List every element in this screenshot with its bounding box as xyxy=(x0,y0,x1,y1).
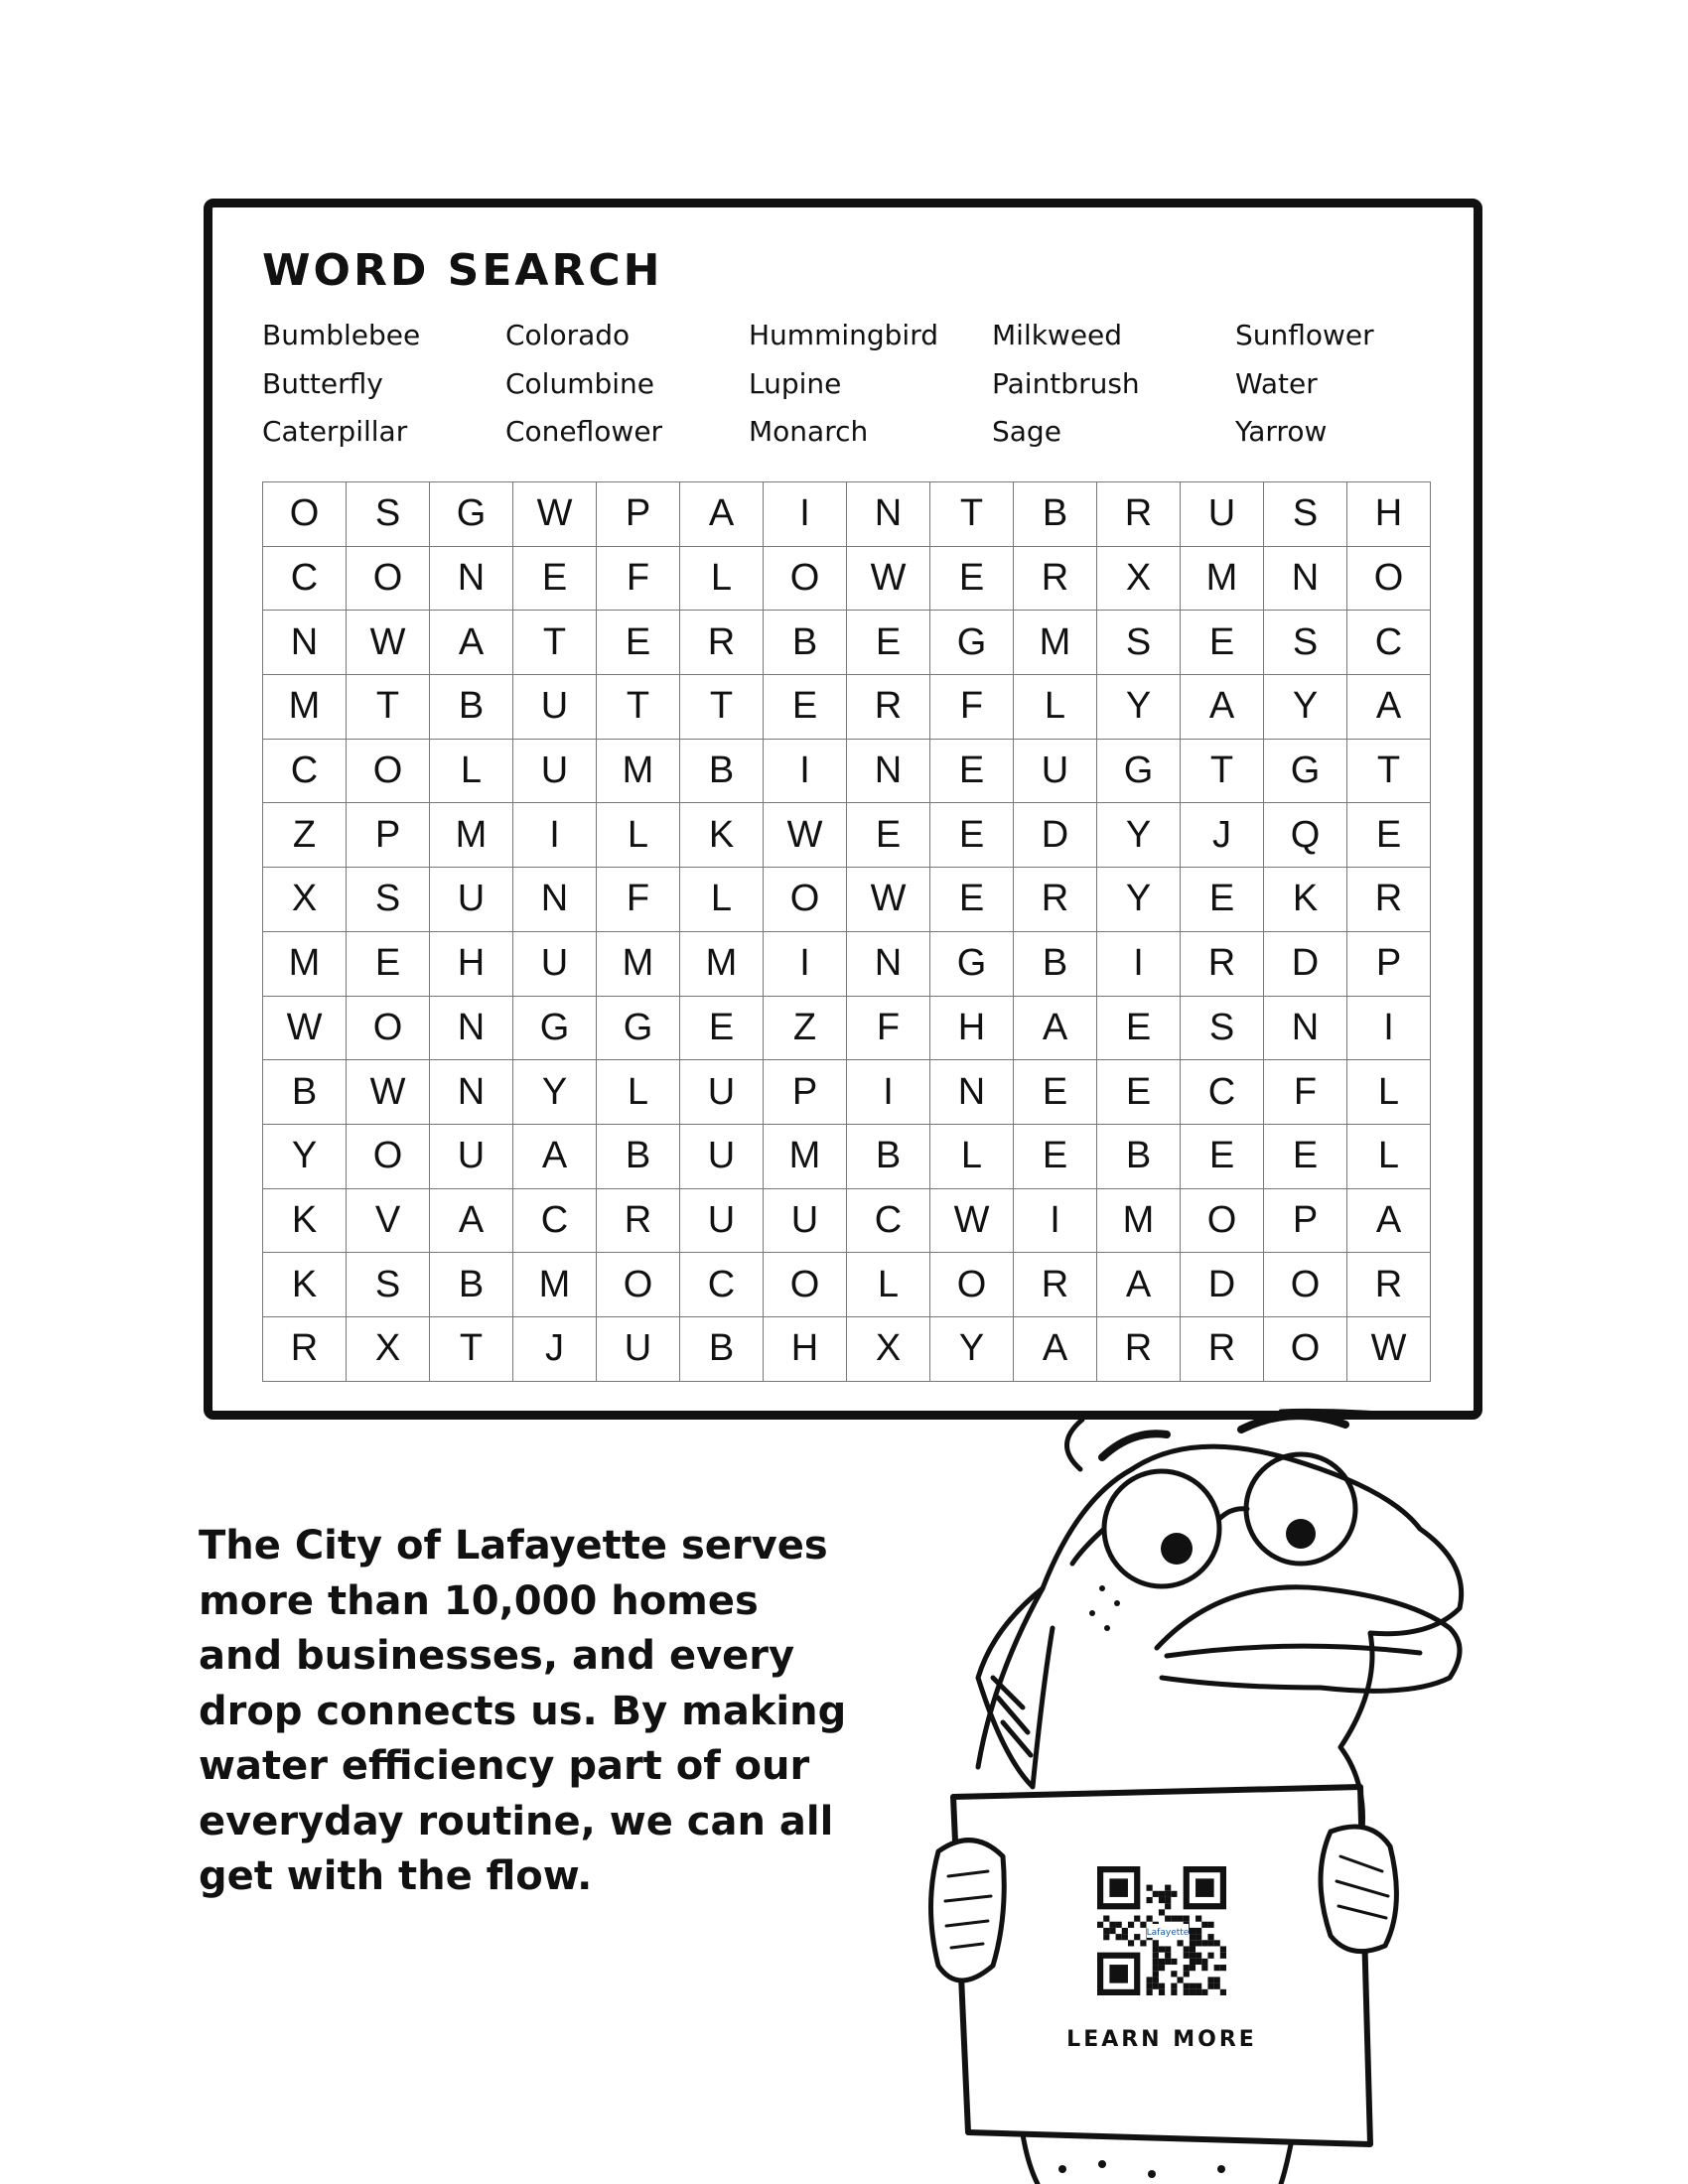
grid-letter[interactable]: E xyxy=(1181,1124,1264,1188)
grid-letter[interactable]: N xyxy=(847,739,930,803)
grid-letter[interactable]: N xyxy=(930,1060,1014,1125)
grid-letter[interactable]: A xyxy=(1347,675,1431,740)
grid-letter[interactable]: M xyxy=(597,739,680,803)
water-efficiency-text: The City of Lafayette serves more than 10,000 homes and businesses, and every drop connects us. By making water efficiency part of our everyday routine, we can all get with the flow. xyxy=(199,1523,847,1899)
grid-letter[interactable]: R xyxy=(1181,931,1264,996)
grid-letter[interactable]: P xyxy=(1347,931,1431,996)
word-list-item: Sunflower xyxy=(1235,319,1374,351)
grid-letter[interactable]: L xyxy=(847,1253,930,1317)
grid-row xyxy=(263,868,1431,932)
grid-letter[interactable]: T xyxy=(930,482,1014,547)
grid-letter[interactable]: T xyxy=(597,675,680,740)
grid-letter[interactable]: T xyxy=(513,611,597,675)
grid-letter[interactable]: N xyxy=(430,1060,513,1125)
word-list-item: Monarch xyxy=(749,415,869,448)
grid-letter[interactable]: A xyxy=(513,1124,597,1188)
grid-letter[interactable]: Z xyxy=(764,996,847,1060)
grid-letter[interactable]: B xyxy=(1097,1124,1181,1188)
grid-letter[interactable]: B xyxy=(597,1124,680,1188)
grid-letter[interactable]: M xyxy=(680,931,764,996)
grid-letter[interactable]: O xyxy=(764,868,847,932)
grid-letter[interactable]: E xyxy=(930,546,1014,611)
grid-letter[interactable]: E xyxy=(1014,1124,1097,1188)
grid-letter[interactable]: A xyxy=(1014,996,1097,1060)
grid-letter[interactable]: O xyxy=(597,1253,680,1317)
grid-letter[interactable]: B xyxy=(764,611,847,675)
grid-letter[interactable]: B xyxy=(847,1124,930,1188)
grid-letter[interactable]: R xyxy=(1014,546,1097,611)
grid-letter[interactable]: N xyxy=(513,868,597,932)
grid-letter[interactable]: E xyxy=(1097,1060,1181,1125)
grid-letter[interactable]: C xyxy=(1347,611,1431,675)
grid-letter[interactable]: R xyxy=(1181,1316,1264,1381)
grid-letter[interactable]: X xyxy=(347,1316,430,1381)
grid-letter[interactable]: O xyxy=(764,546,847,611)
grid-letter[interactable]: E xyxy=(930,803,1014,868)
grid-letter[interactable]: Y xyxy=(1264,675,1347,740)
grid-letter[interactable]: U xyxy=(513,739,597,803)
grid-letter[interactable]: W xyxy=(930,1188,1014,1253)
grid-letter[interactable]: S xyxy=(1264,482,1347,547)
grid-letter[interactable]: G xyxy=(1097,739,1181,803)
learn-more-label: LEARN MORE xyxy=(1066,2027,1257,2052)
grid-letter[interactable]: L xyxy=(430,739,513,803)
grid-letter[interactable]: E xyxy=(847,803,930,868)
grid-letter[interactable]: G xyxy=(1264,739,1347,803)
qr-logo: Lafayette xyxy=(1146,1928,1190,1938)
grid-letter[interactable]: C xyxy=(263,546,347,611)
grid-letter[interactable]: S xyxy=(1181,996,1264,1060)
grid-letter[interactable]: S xyxy=(347,868,430,932)
grid-letter[interactable]: O xyxy=(347,996,430,1060)
grid-letter[interactable]: B xyxy=(263,1060,347,1125)
grid-letter[interactable]: F xyxy=(847,996,930,1060)
grid-letter[interactable]: K xyxy=(263,1253,347,1317)
grid-letter[interactable]: I xyxy=(1097,931,1181,996)
grid-letter[interactable]: N xyxy=(847,931,930,996)
grid-letter[interactable]: E xyxy=(847,611,930,675)
grid-letter[interactable]: W xyxy=(764,803,847,868)
word-list-item: Coneflower xyxy=(505,415,663,448)
grid-letter[interactable]: T xyxy=(347,675,430,740)
grid-letter[interactable]: P xyxy=(764,1060,847,1125)
grid-letter[interactable]: T xyxy=(1181,739,1264,803)
grid-letter[interactable]: K xyxy=(263,1188,347,1253)
grid-letter[interactable]: Y xyxy=(930,1316,1014,1381)
grid-letter[interactable]: X xyxy=(1097,546,1181,611)
grid-letter[interactable]: M xyxy=(597,931,680,996)
word-list-item: Colorado xyxy=(505,319,631,351)
grid-row xyxy=(263,1316,1431,1381)
grid-letter[interactable]: W xyxy=(847,868,930,932)
grid-letter[interactable]: B xyxy=(430,1253,513,1317)
grid-letter[interactable]: E xyxy=(930,739,1014,803)
word-list-item: Butterfly xyxy=(262,366,383,400)
grid-letter[interactable]: V xyxy=(347,1188,430,1253)
grid-row xyxy=(263,803,1431,868)
grid-letter[interactable]: E xyxy=(1097,996,1181,1060)
grid-letter[interactable]: R xyxy=(1097,482,1181,547)
word-list-item: Water xyxy=(1235,366,1318,400)
grid-letter[interactable]: O xyxy=(1264,1316,1347,1381)
qr-code[interactable] xyxy=(1097,1866,1226,1995)
grid-letter[interactable]: L xyxy=(1347,1060,1431,1125)
grid-letter[interactable]: A xyxy=(680,482,764,547)
grid-row xyxy=(263,1060,1431,1125)
grid-letter[interactable]: L xyxy=(1014,675,1097,740)
grid-letter[interactable]: U xyxy=(430,868,513,932)
grid-letter[interactable]: U xyxy=(680,1188,764,1253)
grid-letter[interactable]: L xyxy=(597,1060,680,1125)
word-list-item: Bumblebee xyxy=(262,319,421,351)
grid-letter[interactable]: E xyxy=(1014,1060,1097,1125)
grid-letter[interactable]: J xyxy=(513,1316,597,1381)
grid-letter[interactable]: C xyxy=(1181,1060,1264,1125)
grid-letter[interactable]: R xyxy=(1347,868,1431,932)
grid-letter[interactable]: G xyxy=(430,482,513,547)
grid-letter[interactable]: F xyxy=(930,675,1014,740)
grid-letter[interactable]: U xyxy=(1014,739,1097,803)
grid-letter[interactable]: Y xyxy=(513,1060,597,1125)
grid-letter[interactable]: Y xyxy=(1097,803,1181,868)
grid-letter[interactable]: S xyxy=(1264,611,1347,675)
grid-letter[interactable]: O xyxy=(347,739,430,803)
grid-letter[interactable]: W xyxy=(347,611,430,675)
letter-grid xyxy=(262,481,1431,1382)
grid-letter[interactable]: C xyxy=(263,739,347,803)
grid-letter[interactable]: X xyxy=(847,1316,930,1381)
grid-letter[interactable]: D xyxy=(1181,1253,1264,1317)
word-list-item: Lupine xyxy=(749,366,842,400)
grid-letter[interactable]: B xyxy=(430,675,513,740)
grid-letter[interactable]: A xyxy=(1181,675,1264,740)
grid-letter[interactable]: O xyxy=(347,546,430,611)
grid-letter[interactable]: I xyxy=(1014,1188,1097,1253)
grid-letter[interactable]: L xyxy=(680,546,764,611)
word-list-item: Paintbrush xyxy=(992,366,1140,400)
grid-letter[interactable]: O xyxy=(1347,546,1431,611)
grid-letter[interactable]: E xyxy=(347,931,430,996)
grid-letter[interactable]: Z xyxy=(263,803,347,868)
grid-letter[interactable]: N xyxy=(430,546,513,611)
grid-letter[interactable]: P xyxy=(347,803,430,868)
grid-letter[interactable]: H xyxy=(930,996,1014,1060)
word-list xyxy=(262,319,1478,464)
grid-letter[interactable]: K xyxy=(1264,868,1347,932)
grid-letter[interactable]: Y xyxy=(263,1124,347,1188)
grid-letter[interactable]: E xyxy=(1264,1124,1347,1188)
grid-letter[interactable]: K xyxy=(680,803,764,868)
grid-letter[interactable]: D xyxy=(1014,803,1097,868)
grid-row xyxy=(263,739,1431,803)
grid-letter[interactable]: O xyxy=(930,1253,1014,1317)
grid-row xyxy=(263,675,1431,740)
grid-letter[interactable]: M xyxy=(430,803,513,868)
grid-letter[interactable]: O xyxy=(764,1253,847,1317)
grid-letter[interactable]: O xyxy=(263,482,347,547)
grid-letter[interactable]: T xyxy=(1347,739,1431,803)
grid-letter[interactable]: L xyxy=(1347,1124,1431,1188)
grid-letter[interactable]: T xyxy=(680,675,764,740)
grid-row xyxy=(263,1253,1431,1317)
grid-letter[interactable]: M xyxy=(1181,546,1264,611)
grid-letter[interactable]: S xyxy=(347,482,430,547)
grid-row xyxy=(263,546,1431,611)
grid-letter[interactable]: O xyxy=(1264,1253,1347,1317)
grid-letter[interactable]: M xyxy=(263,931,347,996)
grid-letter[interactable]: P xyxy=(597,482,680,547)
grid-letter[interactable]: L xyxy=(597,803,680,868)
grid-letter[interactable]: U xyxy=(430,1124,513,1188)
grid-letter[interactable]: O xyxy=(1181,1188,1264,1253)
grid-letter[interactable]: B xyxy=(680,739,764,803)
grid-letter[interactable]: I xyxy=(764,931,847,996)
grid-letter[interactable]: R xyxy=(597,1188,680,1253)
grid-letter[interactable]: U xyxy=(1181,482,1264,547)
fish-mascot-illustration xyxy=(923,1390,1479,2184)
grid-letter[interactable]: R xyxy=(263,1316,347,1381)
word-search-title: WORD SEARCH xyxy=(262,245,663,296)
grid-letter[interactable]: C xyxy=(680,1253,764,1317)
grid-letter[interactable]: N xyxy=(430,996,513,1060)
grid-letter[interactable]: W xyxy=(347,1060,430,1125)
grid-letter[interactable]: L xyxy=(680,868,764,932)
grid-letter[interactable]: M xyxy=(1014,611,1097,675)
grid-letter[interactable]: E xyxy=(1181,611,1264,675)
grid-letter[interactable]: W xyxy=(847,546,930,611)
grid-letter[interactable]: W xyxy=(513,482,597,547)
grid-letter[interactable]: F xyxy=(597,868,680,932)
grid-letter[interactable]: D xyxy=(1264,931,1347,996)
grid-letter[interactable]: S xyxy=(347,1253,430,1317)
grid-letter[interactable]: E xyxy=(1181,868,1264,932)
grid-letter[interactable]: W xyxy=(263,996,347,1060)
grid-letter[interactable]: N xyxy=(1264,546,1347,611)
grid-letter[interactable]: S xyxy=(1097,611,1181,675)
word-list-item: Caterpillar xyxy=(262,415,408,448)
grid-letter[interactable]: O xyxy=(347,1124,430,1188)
grid-letter[interactable]: A xyxy=(1097,1253,1181,1317)
word-list-item: Yarrow xyxy=(1235,415,1328,448)
grid-letter[interactable]: B xyxy=(680,1316,764,1381)
grid-letter[interactable]: M xyxy=(513,1253,597,1317)
grid-letter[interactable]: Q xyxy=(1264,803,1347,868)
grid-letter[interactable]: I xyxy=(764,482,847,547)
grid-letter[interactable]: M xyxy=(764,1124,847,1188)
grid-letter[interactable]: M xyxy=(1097,1188,1181,1253)
grid-letter[interactable]: J xyxy=(1181,803,1264,868)
grid-letter[interactable]: R xyxy=(1014,1253,1097,1317)
grid-letter[interactable]: A xyxy=(430,611,513,675)
grid-letter[interactable]: U xyxy=(680,1060,764,1125)
grid-row xyxy=(263,1188,1431,1253)
grid-letter[interactable]: E xyxy=(1347,803,1431,868)
grid-letter[interactable]: B xyxy=(1014,482,1097,547)
grid-row xyxy=(263,996,1431,1060)
grid-letter[interactable]: E xyxy=(930,868,1014,932)
grid-letter[interactable]: C xyxy=(847,1188,930,1253)
word-list-item: Hummingbird xyxy=(749,319,938,351)
grid-letter[interactable]: G xyxy=(930,931,1014,996)
grid-letter[interactable]: R xyxy=(680,611,764,675)
grid-letter[interactable]: X xyxy=(263,868,347,932)
grid-letter[interactable]: U xyxy=(513,675,597,740)
grid-letter[interactable]: A xyxy=(430,1188,513,1253)
grid-letter[interactable]: R xyxy=(1014,868,1097,932)
grid-letter[interactable]: A xyxy=(1347,1188,1431,1253)
grid-letter[interactable]: R xyxy=(1097,1316,1181,1381)
grid-letter[interactable]: U xyxy=(513,931,597,996)
grid-letter[interactable]: F xyxy=(597,546,680,611)
grid-letter[interactable]: L xyxy=(930,1124,1014,1188)
grid-letter[interactable]: F xyxy=(1264,1060,1347,1125)
grid-letter[interactable]: U xyxy=(764,1188,847,1253)
grid-letter[interactable]: G xyxy=(597,996,680,1060)
grid-letter[interactable]: I xyxy=(847,1060,930,1125)
grid-letter[interactable]: W xyxy=(1347,1316,1431,1381)
grid-letter[interactable]: Y xyxy=(1097,868,1181,932)
grid-letter[interactable]: N xyxy=(263,611,347,675)
grid-letter[interactable]: U xyxy=(680,1124,764,1188)
grid-letter[interactable]: R xyxy=(847,675,930,740)
grid-letter[interactable]: Y xyxy=(1097,675,1181,740)
grid-letter[interactable]: E xyxy=(764,675,847,740)
grid-letter[interactable]: H xyxy=(1347,482,1431,547)
grid-letter[interactable]: E xyxy=(597,611,680,675)
grid-letter[interactable]: M xyxy=(263,675,347,740)
grid-row xyxy=(263,931,1431,996)
grid-letter[interactable]: G xyxy=(513,996,597,1060)
grid-letter[interactable]: I xyxy=(513,803,597,868)
grid-letter[interactable]: A xyxy=(1014,1316,1097,1381)
grid-row xyxy=(263,482,1431,547)
word-list-item: Milkweed xyxy=(992,319,1123,351)
grid-letter[interactable]: T xyxy=(430,1316,513,1381)
grid-row xyxy=(263,1124,1431,1188)
grid-letter[interactable]: E xyxy=(680,996,764,1060)
grid-letter[interactable]: N xyxy=(1264,996,1347,1060)
grid-letter[interactable]: H xyxy=(764,1316,847,1381)
grid-letter[interactable]: B xyxy=(1014,931,1097,996)
word-search-board xyxy=(204,199,1482,1420)
grid-letter[interactable]: U xyxy=(597,1316,680,1381)
grid-letter[interactable]: I xyxy=(764,739,847,803)
grid-letter[interactable]: R xyxy=(1347,1253,1431,1317)
grid-letter[interactable]: C xyxy=(513,1188,597,1253)
grid-row xyxy=(263,611,1431,675)
grid-letter[interactable]: I xyxy=(1347,996,1431,1060)
grid-letter[interactable]: P xyxy=(1264,1188,1347,1253)
word-list-item: Sage xyxy=(992,415,1061,448)
grid-letter[interactable]: H xyxy=(430,931,513,996)
grid-letter[interactable]: E xyxy=(513,546,597,611)
word-list-item: Columbine xyxy=(505,366,655,400)
grid-letter[interactable]: G xyxy=(930,611,1014,675)
grid-letter[interactable]: N xyxy=(847,482,930,547)
